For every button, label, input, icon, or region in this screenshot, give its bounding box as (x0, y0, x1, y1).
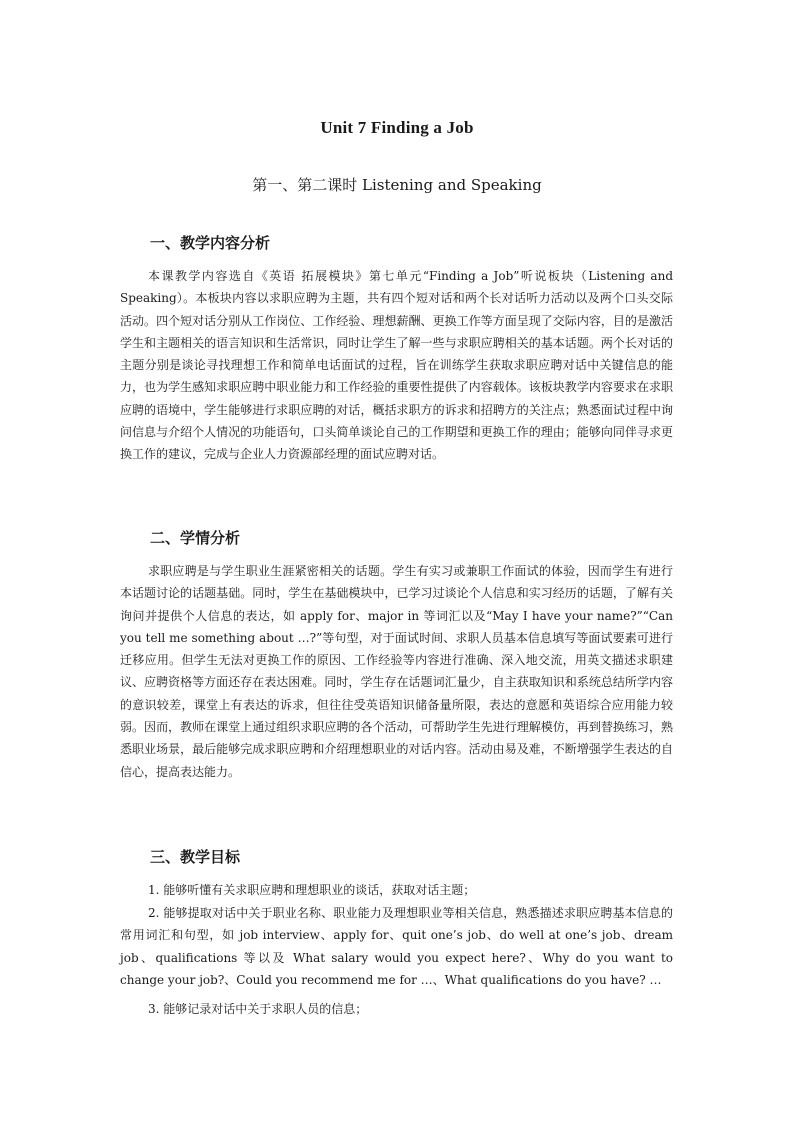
objective-item-1: 1. 能够听懂有关求职应聘和理想职业的谈话，获取对话主题； (148, 883, 476, 897)
paragraph-content-analysis: 本课教学内容选自《英语 拓展模块》第七单元“Finding a Job”听说板块（Listening and Speaking）。本板块内容以求职应聘为主题，共有四个短对话和两个长对话听力活动以及两个口头交际活动。四个短对话分别从工作岗位、工作经验、理想薪酬、更换工作等方面呈现了交际内容，目的是激活学生和主题相关的语言知识和生活常识，同时让学生了解一些与求职应聘相关的基本话题。两个长对话的主题分别是谈论寻找理想工作和简单电话面试的过程，旨在训练学生获取求职应聘对话中关键信息的能力，也为学生感知求职应聘中职业能力和工作经验的重要性提供了内容载体。该板块教学内容要求在求职应聘的语境中，学生能够进行求职应聘的对话，概括求职方的诉求和招聘方的关注点；熟悉面试过程中询问信息与介绍个人情况的功能语句，口头简单谈论自己的工作期望和更换工作的理由；能够向同伴寻求更换工作的建议，完成与企业人力资源部经理的面试应聘对话。 (120, 269, 673, 462)
objective-item-3: 3. 能够记录对话中关于求职人员的信息； (148, 1002, 368, 1016)
lesson-subtitle: 第一、第二课时 Listening and Speaking (252, 176, 542, 194)
document-title: Unit 7 Finding a Job (320, 118, 474, 137)
section-heading-content-analysis: 一、教学内容分析 (150, 234, 271, 252)
section-heading-teaching-objectives: 三、教学目标 (150, 848, 241, 866)
objective-item-2: 2. 能够提取对话中关于职业名称、职业能力及理想职业等相关信息，熟悉描述求职应聘基本信息的常用词汇和句型，如 job interview、apply for、quit one’s job、do well at one’s job、dream job、qualifications 等以及 What salary would you expect here?、Why do you want to change your job?、Could you recommend me for …、What qualifications do you have? … (120, 906, 673, 987)
section-heading-learner-analysis: 二、学情分析 (150, 529, 241, 547)
paragraph-learner-analysis: 求职应聘是与学生职业生涯紧密相关的话题。学生有实习或兼职工作面试的体验，因而学生有进行本话题讨论的话题基础。同时，学生在基础模块中，已学习过谈论个人信息和实习经历的话题，了解有关询问并提供个人信息的表达，如 apply for、major in 等词汇以及“May I have your name?”“Can you tell me something about …?”等句型，对于面试时间、求职人员基本信息填写等面试要素可进行迁移应用。但学生无法对更换工作的原因、工作经验等内容进行准确、深入地交流，用英文描述求职建议、应聘资格等方面还存在表达困难。同时，学生存在话题词汇量少，自主获取知识和系统总结所学内容的意识较差，课堂上有表达的诉求，但往往受英语知识储备量所限，表达的意愿和英语综合应用能力较弱。因而，教师在课堂上通过组织求职应聘的各个活动，可帮助学生先进行理解模仿，再到替换练习，熟悉职业场景，最后能够完成求职应聘和介绍理想职业的对话内容。活动由易及难，不断增强学生表达的自信心，提高表达能力。 (120, 564, 673, 779)
